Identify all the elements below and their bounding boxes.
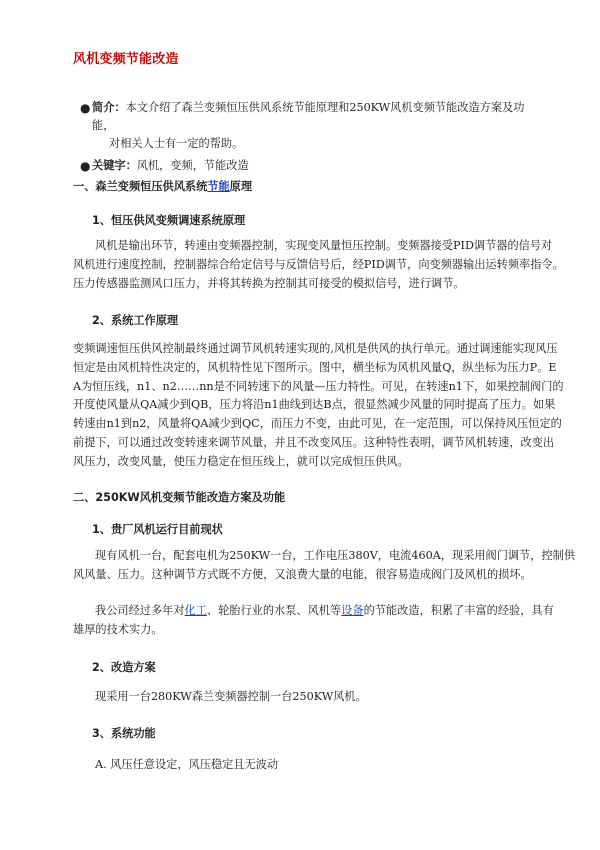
section2-heading: 二、250KW风机变频节能改造方案及功能 <box>73 491 286 504</box>
section1-sub2-paragraph <box>73 340 564 472</box>
text-run: 、轮胎行业的水泵、风机等 <box>206 604 342 617</box>
paragraph-line: 风机是输出环节，转速由变频器控制，实现变风量恒压控制。变频器接受PID调节器的信号对 <box>95 239 553 252</box>
paragraph-line: 转速由n1到n2，风量将QA减少到QC，而压力不变，由此可见，在一定范围，可以保持风压恒定的 <box>73 417 562 431</box>
section2-sub2-heading: 2、改造方案 <box>92 661 156 674</box>
paragraph-line: 变频调速恒压供风控制最终通过调节风机转速实现的,风机是供风的执行单元。通过调速能实现风压 <box>73 342 558 355</box>
paragraph-line: 恒定是由风机特性决定的，风机特性见下图所示。图中，横坐标为风机风量Q，纵坐标为压力P。E <box>73 360 557 374</box>
article-title: 风机变频节能改造 <box>73 52 179 67</box>
section2-sub1-paragraph2 <box>73 602 554 640</box>
intro-label: 简介： <box>92 101 126 114</box>
paragraph-line: 现有风机一台，配套电机为250KW一台，工作电压380V，电流460A，现采用阀门调节，控制供 <box>95 549 576 562</box>
section2-sub2-paragraph <box>73 688 528 707</box>
section1-heading-post: 原理 <box>229 180 253 193</box>
section2-sub1-heading: 1、贵厂风机运行目前现状 <box>92 523 223 536</box>
paragraph-line: 风机进行速度控制，控制器综合给定信号与反馈信号后，经PID调节，向变频器输出运转频率指令。 <box>73 257 564 271</box>
section2-sub3-heading: 3、系统功能 <box>92 727 156 740</box>
paragraph-line: 风压力，改变风量，使压力稳定在恒压线上，就可以完成恒压供风。 <box>73 454 409 468</box>
section1-heading-pre: 一、森兰变频恒压供风系统 <box>73 180 208 193</box>
intro-text-line2: 对相关人士有一定的帮助。 <box>109 137 244 150</box>
paragraph-line: 雄厚的技术实力。 <box>73 622 163 636</box>
section1-sub1-paragraph <box>73 237 564 293</box>
paragraph-line: 风风量、压力。这种调节方式既不方便，又浪费大量的电能，很容易造成阀门及风机的损坏。 <box>73 567 532 581</box>
link-chemical[interactable]: 化工 <box>184 604 207 617</box>
text-run: 的节能改造，积累了丰富的经验，具有 <box>363 604 554 617</box>
paragraph-line: 现采用一台280KW森兰变频器控制一台250KW风机。 <box>95 690 367 703</box>
summary-intro <box>80 99 542 153</box>
paragraph-line <box>73 602 554 621</box>
text-run: 我公司经过多年对 <box>95 604 185 617</box>
intro-text-line1: 本文介绍了森兰变频恒压供风系统节能原理和250KW风机变频节能改造方案及功能， <box>92 101 525 132</box>
section2-sub3-item-a <box>73 756 528 775</box>
section1-sub2-heading: 2、系统工作原理 <box>92 314 179 327</box>
section2-sub1-paragraph1 <box>73 547 576 585</box>
bullet-icon: ● <box>80 159 91 173</box>
paragraph-line: 压力传感器监测风口压力，并将其转换为控制其可接受的模拟信号，进行调节。 <box>73 276 465 290</box>
paragraph-line: 前提下，可以通过改变转速来调节风量，并且不改变风压。这种特性表明，调节风机转速，改变出 <box>73 435 555 449</box>
link-energy-saving[interactable]: 节能 <box>207 180 230 193</box>
paragraph-line: A. 风压任意设定，风压稳定且无波动 <box>95 758 279 771</box>
summary-list <box>80 99 542 179</box>
paragraph-line: 开度使风量从QA减少到QB，压力将沿n1曲线到达B点，很显然减少风量的同时提高了压力。如果 <box>73 398 556 412</box>
link-equipment[interactable]: 设备 <box>341 604 364 617</box>
section1-heading <box>73 178 252 194</box>
bullet-icon: ● <box>80 101 91 115</box>
summary-keywords <box>80 157 542 175</box>
paragraph-line: A为恒压线，n1、n2……nn是不同转速下的风量—压力特性。可见，在转速n1下，如果控制阀门的 <box>73 379 564 393</box>
section1-sub1-heading: 1、恒压供风变频调速系统原理 <box>92 214 246 227</box>
keywords-label: 关键字： <box>92 159 137 172</box>
keywords-text: 风机，变频，节能改造 <box>136 159 249 172</box>
